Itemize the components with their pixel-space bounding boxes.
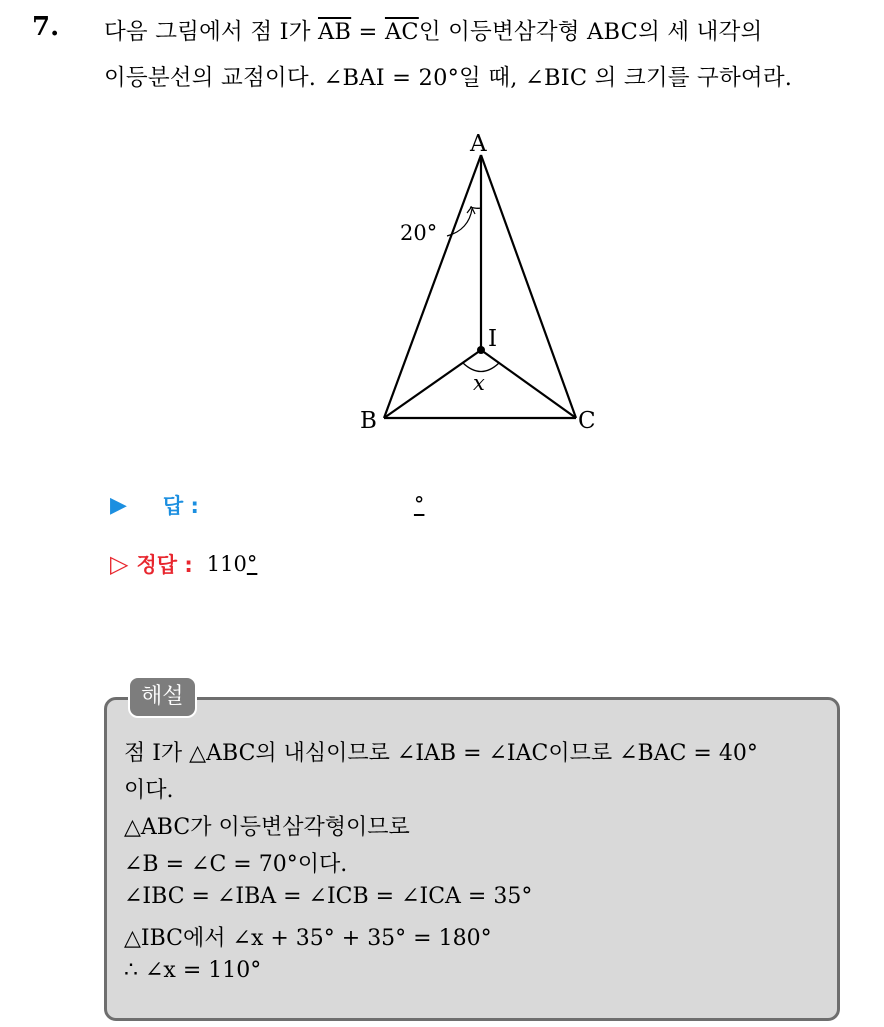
outline-play-arrow-icon: ▷ [110, 550, 129, 578]
answer-label: 답 : [162, 494, 199, 518]
label-c: C [578, 408, 596, 434]
side-ac [481, 155, 576, 418]
equals-sign: = [351, 19, 385, 45]
label-x: x [473, 371, 485, 395]
label-a: A [470, 131, 487, 157]
question-text-line2: 이등분선의 교점이다. ∠BAI = 20°일 때, ∠BIC 의 크기를 구하여라. [104, 65, 793, 91]
triangle-figure [340, 118, 620, 440]
incenter-point [477, 346, 485, 354]
question-line1-prefix: 다음 그림에서 점 I가 [104, 19, 318, 45]
question-line1-suffix: 인 이등변삼각형 ABC의 세 내각의 [418, 19, 763, 45]
answer-unit: ° [413, 493, 425, 517]
segment-ab: $\overline{AB}$ [317, 19, 352, 45]
solution-line: 이다. [124, 778, 174, 803]
answer-row [110, 490, 424, 520]
correct-answer-label: 정답 : [136, 553, 193, 577]
label-b: B [360, 408, 377, 434]
correct-answer-row [110, 549, 257, 579]
solution-line: ∠B = ∠C = 70°이다. [124, 852, 348, 877]
solution-line: ∠IBC = ∠IBA = ∠ICB = ∠ICA = 35° [124, 884, 533, 909]
label-i: I [488, 326, 498, 352]
solution-line: 점 I가 △ABC의 내심이므로 ∠IAB = ∠IAC이므로 ∠BAC = 40° [124, 741, 758, 766]
correct-answer-value: 110 [206, 552, 247, 576]
question-text-line1 [104, 14, 762, 46]
solution-line: △ABC가 이등변삼각형이므로 [124, 815, 410, 840]
play-arrow-icon: ▶ [110, 492, 127, 518]
solution-line: ∴ ∠x = 110° [124, 958, 262, 983]
question-number: 7. [32, 12, 60, 42]
bisector-ci [481, 350, 576, 418]
solution-tag: 해설 [128, 676, 197, 718]
correct-answer-unit: ° [246, 552, 258, 576]
label-angle-20: 20° [400, 221, 438, 245]
bisector-bi [384, 350, 481, 418]
segment-ac: $\overline{AC}$ [384, 19, 419, 45]
solution-line: △IBC에서 ∠x + 35° + 35° = 180° [124, 926, 492, 951]
side-ab [384, 155, 481, 418]
